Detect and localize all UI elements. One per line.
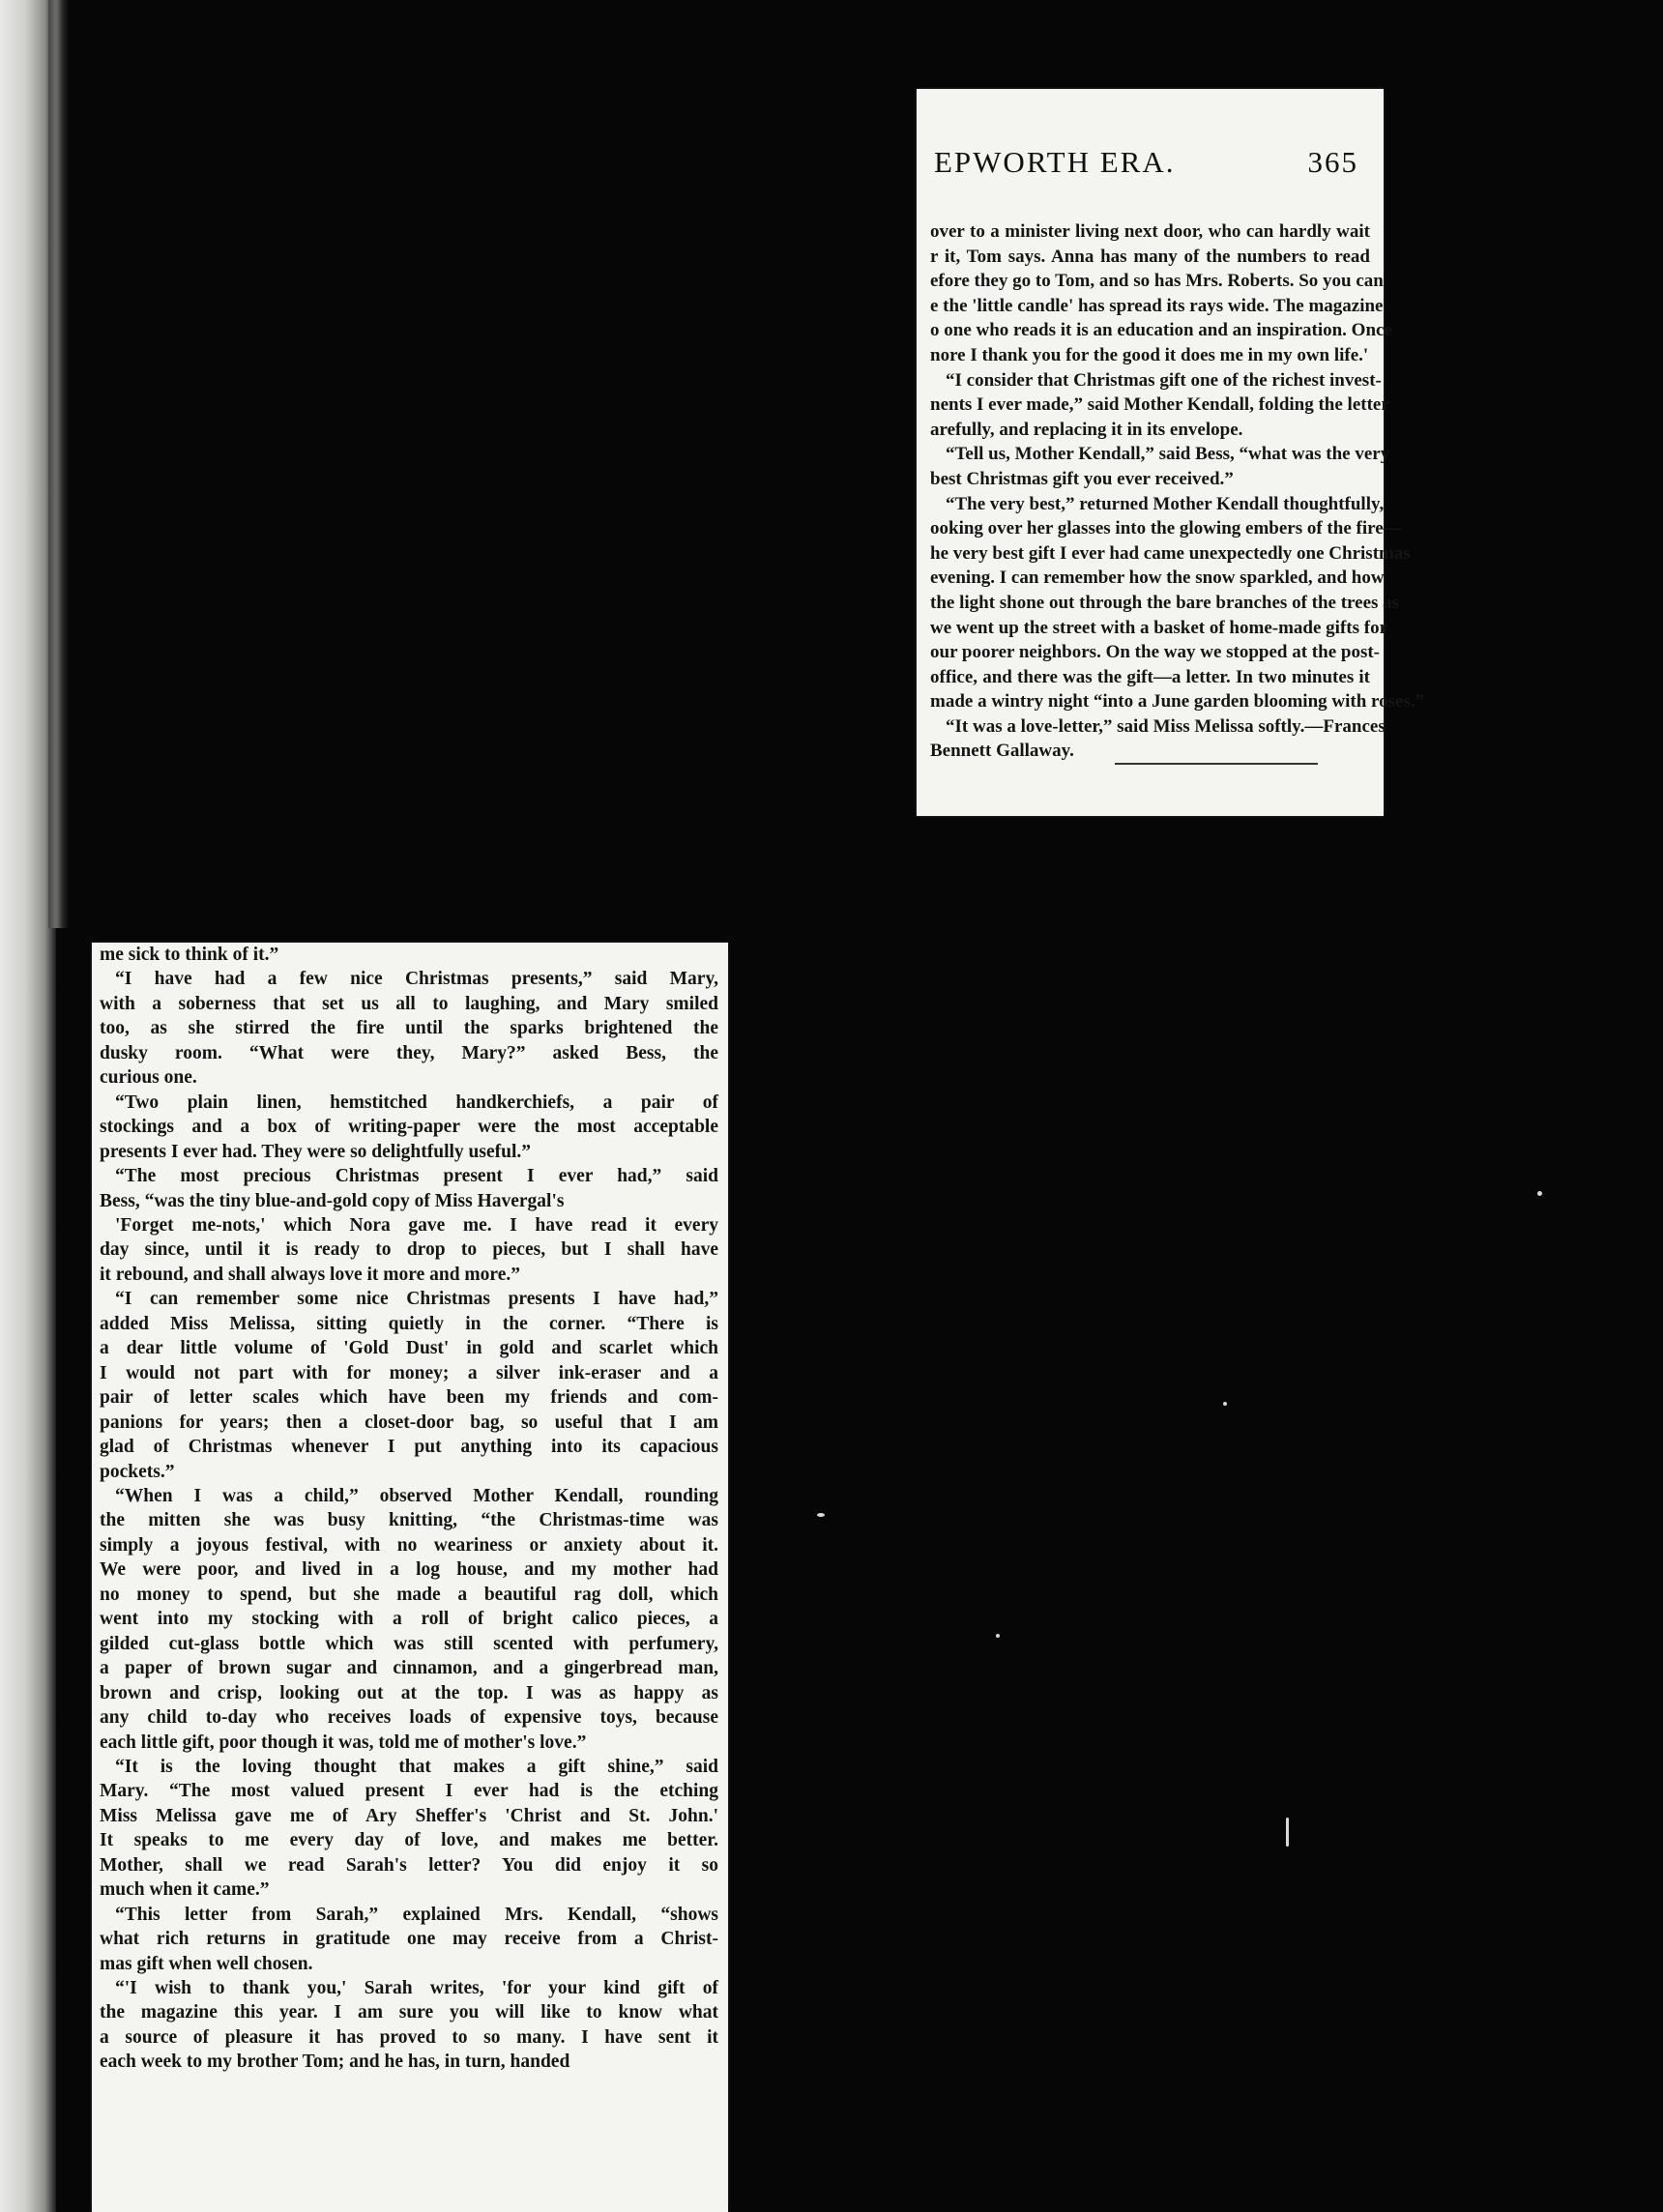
text-line: went into my stocking with a roll of bright calico pieces, a [100,1609,718,1630]
text-line: We were poor, and lived in a log house, and my mother had [100,1559,718,1581]
text-line: Miss Melissa gave me of Ary Sheffer's 'Christ and St. John.' [100,1805,718,1826]
top-clipping-text [930,219,1425,764]
text-line: Mother, shall we read Sarah's letter? You did enjoy it so [100,1854,718,1876]
text-line: nents I ever made,” said Mother Kendall, folding the letter [930,394,1389,416]
text-line: made a wintry night “into a June garden blooming with roses.” [930,691,1425,713]
dust-speck [1286,1818,1289,1847]
text-line: “When I was a child,” observed Mother Kendall, rounding [115,1485,718,1506]
text-line: pockets.” [100,1461,175,1482]
text-line: simply a joyous festival, with no weariness or anxiety about it. [100,1534,718,1556]
text-line: the light shone out through the bare branches of the trees as [930,592,1400,613]
text-line: what rich returns in gratitude one may receive from a Christ- [100,1929,718,1950]
text-line: Bess, “was the tiny blue-and-gold copy of Miss Havergal's [100,1190,565,1211]
text-line: the magazine this year. I am sure you will like to know what [100,2002,718,2023]
text-line: I would not part with for money; a silver ink-eraser and a [100,1362,718,1383]
text-line: he very best gift I ever had came unexpectedly one Christmas [930,542,1411,564]
dust-speck [1223,1402,1227,1406]
text-line: It speaks to me every day of love, and makes me better. [100,1830,718,1851]
text-line: too, as she stirred the fire until the sparks brightened the [100,1018,718,1039]
text-line: we went up the street with a basket of home-made gifts for [930,617,1387,638]
text-line: “Two plain linen, hemstitched handkerchiefs, a pair of [115,1091,718,1113]
text-line: mas gift when well chosen. [100,1953,313,1974]
text-line: e the 'little candle' has spread its rays wide. The magazine [930,295,1384,316]
text-line: brown and crisp, looking out at the top. I was as happy as [100,1682,718,1703]
text-line: “Tell us, Mother Kendall,” said Bess, “what was the very [946,444,1390,465]
bottom-clipping [92,943,728,2212]
text-line: added Miss Melissa, sitting quietly in the corner. “There is [100,1313,718,1334]
text-line: stockings and a box of writing-paper were the most acceptable [100,1117,718,1138]
text-line: 'Forget me-nots,' which Nora gave me. I have read it every [115,1214,718,1236]
running-header [934,145,1366,184]
text-line: “'I wish to thank you,' Sarah writes, 'for your kind gift of [115,1978,718,1999]
text-line: our poorer neighbors. On the way we stopped at the post- [930,642,1380,663]
text-line: no money to spend, but she made a beautiful rag doll, which [100,1584,718,1605]
text-line: “This letter from Sarah,” explained Mrs. Kendall, “shows [115,1904,718,1925]
torn-paper-strip [48,0,70,928]
bottom-clipping-text [100,943,718,2075]
text-line: office, and there was the gift—a letter. In two minutes it [930,666,1370,687]
text-line: pair of letter scales which have been my friends and com- [100,1387,718,1409]
text-line: much when it came.” [100,1879,270,1901]
dust-speck [817,1513,825,1517]
text-line: over to a minister living next door, who can hardly wait [930,221,1370,242]
text-line: “The very best,” returned Mother Kendall thoughtfully, [946,493,1385,514]
text-line: “I have had a few nice Christmas presents,” said Mary, [115,969,718,990]
text-line: evening. I can remember how the snow sparkled, and how [930,568,1385,589]
text-line: efore they go to Tom, and so has Mrs. Roberts. So you can [930,271,1384,292]
text-line: it rebound, and shall always love it more and more.” [100,1264,520,1285]
text-line: ooking over her glasses into the glowing embers of the fire— [930,518,1402,539]
dust-speck [1537,1191,1542,1196]
text-line: “I consider that Christmas gift one of the richest invest- [946,369,1382,391]
page-number: 365 [1307,145,1358,179]
text-line: a paper of brown sugar and cinnamon, and a gingerbread man, [100,1658,718,1679]
text-line: gilded cut-glass bottle which was still scented with perfumery, [100,1633,718,1654]
text-line: curious one. [100,1067,197,1089]
end-rule [1115,763,1318,765]
text-line: Bennett Gallaway. [930,741,1074,762]
header-title: EPWORTH ERA. [934,145,1176,179]
text-line: a dear little volume of 'Gold Dust' in gold and scarlet which [100,1338,718,1359]
text-line: “I can remember some nice Christmas presents I have had,” [115,1289,718,1310]
text-line: the mitten she was busy knitting, “the Christmas-time was [100,1510,718,1531]
text-line: best Christmas gift you ever received.” [930,468,1234,489]
text-line: a source of pleasure it has proved to so many. I have sent it [100,2026,718,2048]
text-line: presents I ever had. They were so delightfully useful.” [100,1141,531,1162]
text-line: r it, Tom says. Anna has many of the numbers to read [930,246,1370,267]
text-line: any child to-day who receives loads of expensive toys, because [100,1707,718,1729]
dust-speck [996,1634,1000,1638]
text-line: nore I thank you for the good it does me in my own life.' [930,344,1369,365]
text-line: “It was a love-letter,” said Miss Melissa softly.—Frances [946,715,1386,737]
top-clipping [917,89,1425,816]
text-line: panions for years; then a closet-door bag, so useful that I am [100,1412,718,1433]
text-line: each little gift, poor though it was, told me of mother's love.” [100,1732,587,1753]
text-line: dusky room. “What were they, Mary?” asked Bess, the [100,1042,718,1063]
text-line: “The most precious Christmas present I ever had,” said [115,1166,718,1187]
text-line: day since, until it is ready to drop to pieces, but I shall have [100,1239,718,1261]
text-line: arefully, and replacing it in its envelope. [930,419,1243,440]
text-line: glad of Christmas whenever I put anything into its capacious [100,1437,718,1458]
text-line: me sick to think of it.” [100,945,279,965]
text-line: with a soberness that set us all to laughing, and Mary smiled [100,993,718,1014]
text-line: o one who reads it is an education and an inspiration. Once [930,320,1392,341]
text-line: Mary. “The most valued present I ever had is the etching [100,1781,718,1802]
text-line: each week to my brother Tom; and he has, in turn, handed [100,2052,570,2073]
text-line: “It is the loving thought that makes a gift shine,” said [115,1756,718,1777]
